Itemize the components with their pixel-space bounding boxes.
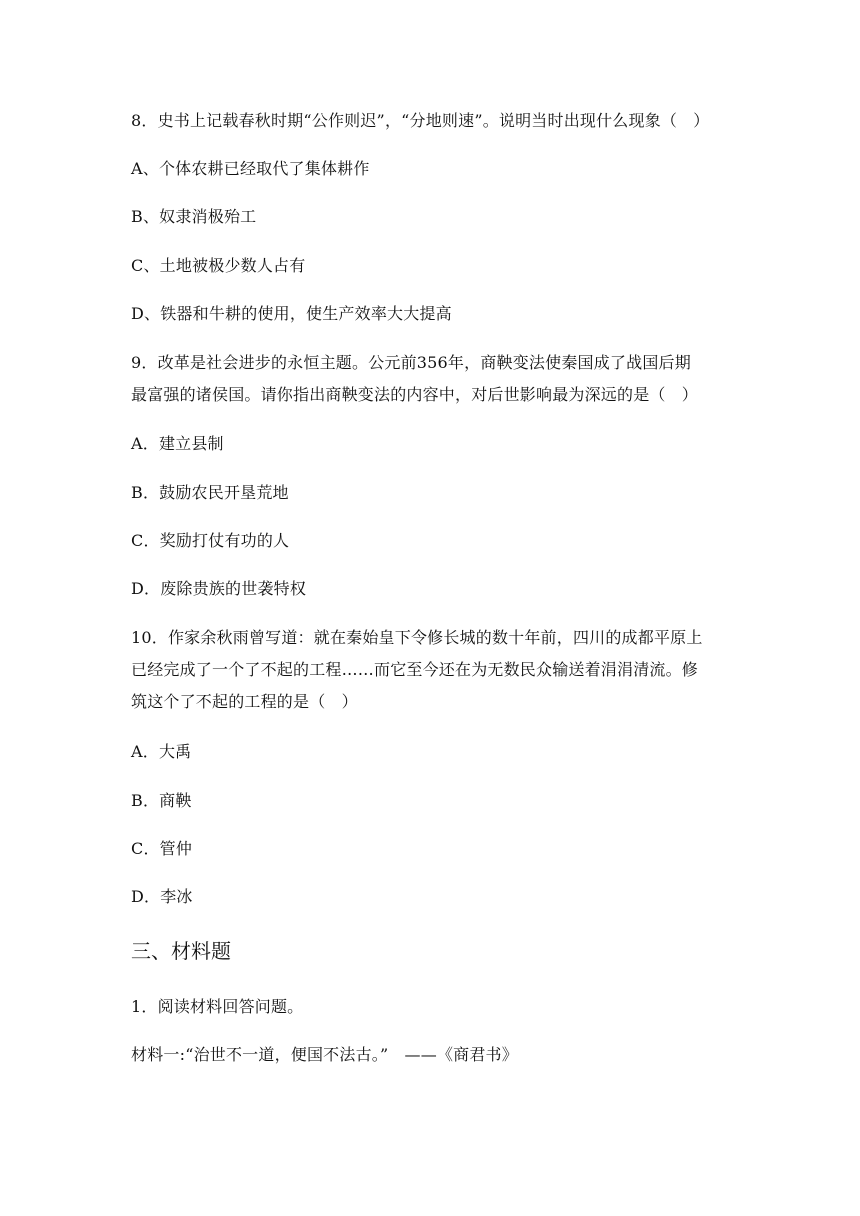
question-8-option-b: B、奴隶消极殆工 bbox=[131, 207, 257, 226]
question-9-stem-line-1: 9．改革是社会进步的永恒主题。公元前356年，商鞅变法使秦国成了战国后期 bbox=[131, 353, 691, 372]
question-10-stem-line-1: 10．作家余秋雨曾写道：就在秦始皇下令修长城的数十年前，四川的成都平原上 bbox=[131, 628, 703, 647]
question-8-option-a: A、个体农耕已经取代了集体耕作 bbox=[131, 159, 370, 178]
material-question-prompt: 1．阅读材料回答问题。 bbox=[131, 997, 304, 1016]
question-10-option-b: B．商鞅 bbox=[131, 791, 192, 810]
question-10-stem-line-2: 已经完成了一个了不起的工程……而它至今还在为无数民众输送着涓涓清流。修 bbox=[131, 660, 699, 679]
question-10-option-d: D．李冰 bbox=[131, 887, 193, 906]
material-one-text: 材料一:“治世不一道，便国不法古。” ——《商君书》 bbox=[131, 1045, 518, 1064]
question-10-stem-line-3: 筑这个了不起的工程的是（ ） bbox=[131, 692, 358, 711]
question-9-stem-line-2: 最富强的诸侯国。请你指出商鞅变法的内容中，对后世影响最为深远的是（ ） bbox=[131, 385, 699, 404]
question-10-option-c: C．管仲 bbox=[131, 839, 193, 858]
question-8-option-c: C、土地被极少数人占有 bbox=[131, 256, 306, 275]
question-10-option-a: A．大禹 bbox=[131, 742, 192, 761]
question-9-option-d: D．废除贵族的世袭特权 bbox=[131, 579, 307, 598]
question-8-option-d: D、铁器和牛耕的使用，使生产效率大大提高 bbox=[131, 304, 452, 323]
question-8-stem: 8．史书上记载春秋时期“公作则迟”，“分地则速”。说明当时出现什么现象（ ） bbox=[131, 111, 710, 130]
question-9-option-c: C．奖励打仗有功的人 bbox=[131, 531, 290, 550]
section-title: 三、材料题 bbox=[131, 939, 231, 963]
question-9-option-a: A．建立县制 bbox=[131, 434, 224, 453]
question-9-option-b: B．鼓励农民开垦荒地 bbox=[131, 483, 289, 502]
